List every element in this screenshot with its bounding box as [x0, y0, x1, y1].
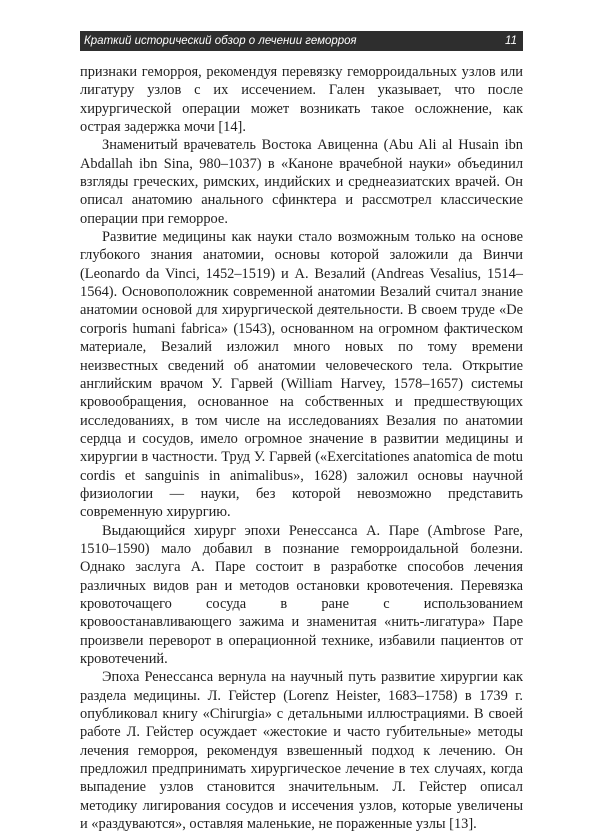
- paragraph-anatomy: Развитие медицины как науки стало возможным только на основе глубокого знания анатомии, основы которой заложили да Винчи (Leonardo da Vinci, 1452–1519) и А. Везалий (Andreas Vesalius, 1514–1564). Основоположник современной анатомии Везалий считал знание анатомии основой для хирургической деятельности. В своем труде «De corporis humani fabrica» (1543), основанном на огромном фактическом материале, Везалий изложил много новых по тому времени неизвестных сведений об анатомии человеческого тела. Открытие английским врачом У. Гарвей (William Harvey, 1578–1657) системы кровообращения, основанное на собственных и предшествующих исследованиях, в том числе на исследованиях Везалия по анатомии сердца и сосудов, имело огромное значение в развитии медицины и хирургии в частности. Труд У. Гарвей («Exercitationes anatomica de motu cordis et sanguinis in animalibus», 1628) заложил основы научной физиологии — науки, без которой невозможно представить современную хирургию.: [80, 229, 523, 521]
- paragraph-avicenna: Знаменитый врачеватель Востока Авиценна (Abu Ali al Husain ibn Abdallah ibn Sina, 980–1037) в «Каноне врачебной науки» объединил взгляды греческих, римских, индийских и среднеазиатских врачей. Он описал анатомию анального сфинктера и рассмотрел классические операции при геморрое.: [80, 137, 523, 227]
- header-title: Краткий исторический обзор о лечении геморроя: [84, 35, 357, 47]
- paragraph-pare: Выдающийся хирург эпохи Ренессанса А. Паре (Ambrose Pare, 1510–1590) мало добавил в познание геморроидальной болезни. Однако заслуга А. Паре состоит в разработке способов лечения различных видов ран и методов остановки кровотечения. Перевязка кровоточащего сосуда в ране с использованием кровоостанавливающего зажима и знаменитая «нить-лигатура» Паре произвели переворот в операционной технике, избавили пациентов от кровотечений.: [80, 522, 523, 667]
- running-header: [80, 31, 523, 51]
- page-number: 11: [505, 35, 517, 47]
- paragraph-heister: Эпоха Ренессанса вернула на научный путь развитие хирургии как раздела медицины. Л. Гейстер (Lorenz Heister, 1683–1758) в 1739 г. опубликовал книгу «Chirurgia» с детальными иллюстрациями. В своей работе Л. Гейстер осуждает «жестокие и часто губительные» методы лечения геморроя, рекомендуя взвешенный подход к лечению. Он предложил предпринимать хирургическое лечение в тех случаях, когда выпадение узлов становится значительным. Л. Гейстер описал методику лигирования сосудов и иссечения узлов, которые увеличены и «раздуваются», оставляя маленькие, не пораженные узлы [13].: [80, 669, 523, 833]
- paragraph-continuation: признаки геморроя, рекомендуя перевязку геморроидальных узлов или лигатуру узлов с их иссечением. Гален указывает, что после хирургической операции может возникать такое осложнение, как острая задержка мочи [14].: [80, 64, 523, 136]
- body-text: [80, 63, 523, 833]
